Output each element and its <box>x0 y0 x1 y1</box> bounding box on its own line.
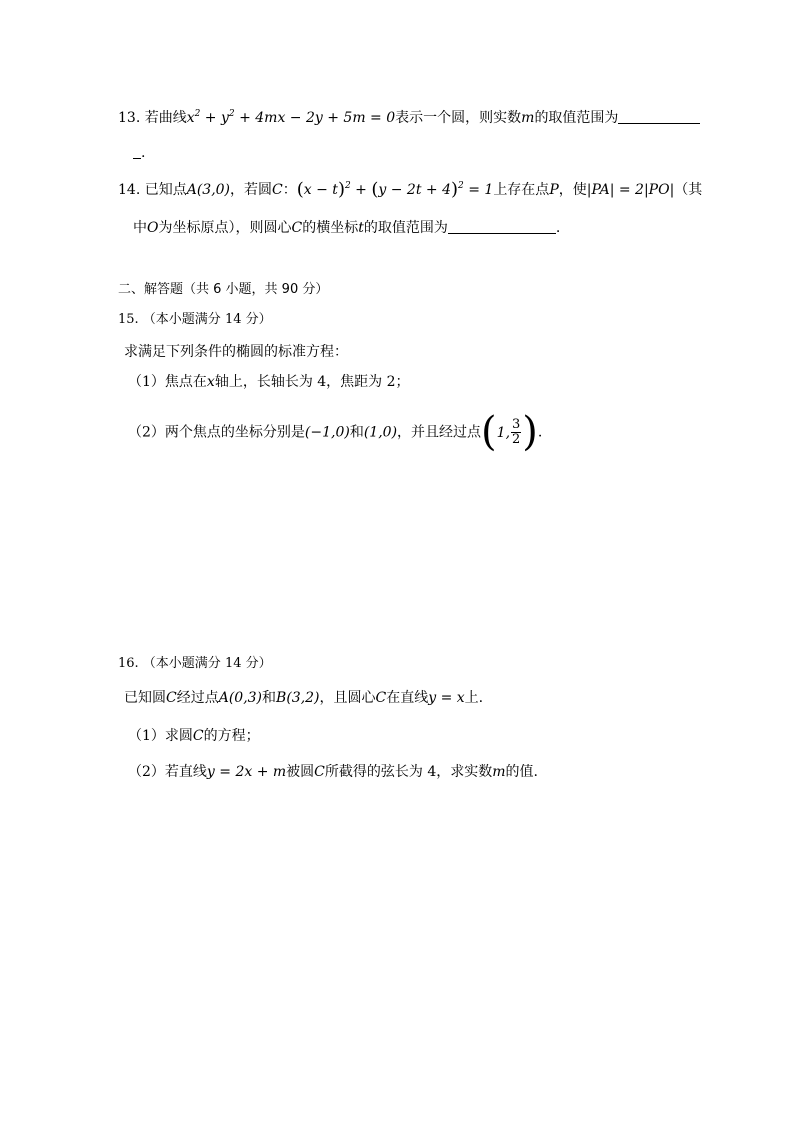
question-13 <box>118 108 700 128</box>
question-16-part-1 <box>128 726 260 746</box>
focus-1: (−1,0) <box>304 424 350 441</box>
variable-m: m <box>521 110 535 126</box>
question-text: 的方程； <box>203 728 260 744</box>
period: . <box>141 145 146 161</box>
question-text: ，若圆 <box>230 182 273 198</box>
question-text: 的值. <box>505 764 538 780</box>
point-P: P <box>549 182 559 198</box>
point-O: O <box>147 220 159 236</box>
line-equation: y = 2x + m <box>206 764 287 780</box>
question-text: ，且圆心 <box>319 690 376 706</box>
question-15-part-2 <box>128 408 543 455</box>
question-text: ，并且经过点 <box>397 424 482 441</box>
variable-m: m <box>492 764 506 780</box>
question-text: 上. <box>464 690 484 706</box>
point-B: B(3,2) <box>276 690 320 706</box>
circle-label: C <box>272 182 283 198</box>
circle-label: C <box>314 764 325 780</box>
circle-equation: $(x - t)^2 + (y - 2t + 4)^2 = 1$ <box>296 179 494 200</box>
question-number: 13. <box>118 110 141 126</box>
question-text: 和 <box>262 690 277 706</box>
equation: $x^2 + y^2 + 4mx - 2y + 5m = 0$ <box>186 109 396 126</box>
question-text: ： <box>282 182 297 198</box>
question-text: ，使 <box>558 182 587 198</box>
focus-2: (1,0) <box>363 424 398 441</box>
point-A: A(3,0) <box>186 182 231 198</box>
period: . <box>537 424 543 441</box>
question-text: 上存在点 <box>493 182 550 198</box>
question-text: 在直线 <box>386 690 429 706</box>
fraction-numerator: 3 <box>512 417 521 432</box>
question-text: 的横坐标 <box>302 220 359 236</box>
question-number: 14. <box>118 182 141 198</box>
variable-x: x <box>206 374 215 390</box>
question-16-part-2 <box>128 762 538 782</box>
question-text: （1）求圆 <box>128 728 193 744</box>
question-14-line-2 <box>133 218 560 238</box>
question-14 <box>118 180 702 200</box>
question-15-header: 15. （本小题满分 14 分） <box>118 312 272 327</box>
answer-blank[interactable] <box>448 219 556 234</box>
question-text: 所截得的弦长为 4，求实数 <box>324 764 493 780</box>
question-16-header: 16. （本小题满分 14 分） <box>118 656 272 671</box>
question-text: 为坐标原点），则圆心 <box>158 220 292 236</box>
question-text: 已知点 <box>144 182 187 198</box>
question-15-intro: 求满足下列条件的椭圆的标准方程： <box>124 344 348 360</box>
section-heading: 二、解答题（共 6 小题，共 90 分） <box>118 282 329 297</box>
question-15-part-1 <box>128 372 410 392</box>
question-text: （其 <box>674 182 703 198</box>
answer-blank-continued <box>133 144 141 159</box>
fraction-denominator: 2 <box>512 432 521 447</box>
question-text: 中 <box>133 220 147 236</box>
question-text: 被圆 <box>286 764 315 780</box>
question-text: 经过点 <box>176 690 219 706</box>
question-text: （2）两个焦点的坐标分别是 <box>128 424 305 441</box>
question-text: （2）若直线 <box>128 764 207 780</box>
point-A: A(0,3) <box>218 690 263 706</box>
question-text: 若曲线 <box>144 110 187 126</box>
circle-label: C <box>166 690 177 706</box>
question-text: 的取值范围为 <box>363 220 448 236</box>
line-equation: y = x <box>428 690 465 706</box>
circle-label: C <box>375 690 387 706</box>
point-with-fraction: (1, $\frac{3}{2}$ ) <box>481 408 538 455</box>
question-text: 已知圆 <box>124 690 166 706</box>
question-text: 表示一个圆，则实数 <box>395 110 522 126</box>
question-text: （1）焦点在 <box>128 374 207 390</box>
question-text: 轴上，长轴长为 4，焦距为 2； <box>214 374 410 390</box>
question-13-continuation <box>133 143 145 163</box>
question-text: 的取值范围为 <box>534 110 619 126</box>
question-text: 和 <box>349 424 364 441</box>
question-16-intro <box>124 688 483 708</box>
circle-label: C <box>291 220 303 236</box>
circle-label: C <box>192 728 204 744</box>
distance-condition: |PA| = 2|PO| <box>586 182 675 198</box>
variable-t: t <box>358 220 364 236</box>
answer-blank[interactable] <box>618 109 700 124</box>
period: . <box>555 220 561 236</box>
